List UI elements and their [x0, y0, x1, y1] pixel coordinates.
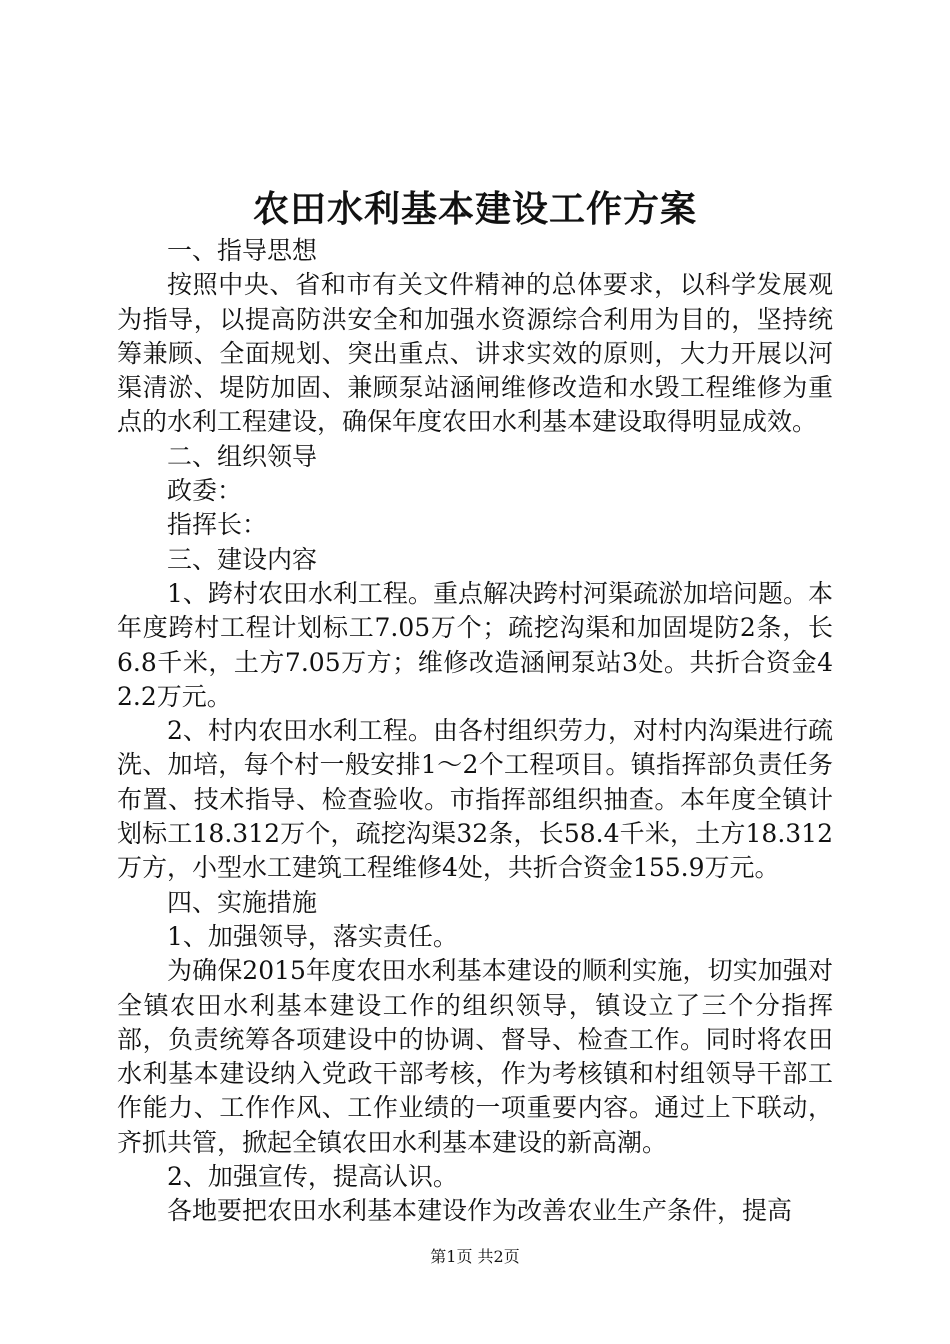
page-number-footer: 第1页 共2页 [430, 1247, 520, 1266]
paragraph-guiding-ideology: 按照中央、省和市有关文件精神的总体要求，以科学发展观为指导，以提高防洪安全和加强水资源综合利用为目的，坚持统筹兼顾、全面规划、突出重点、讲求实效的原则，大力开展以河渠清淤、堤防加固、兼顾泵站涵闸维修改造和水毁工程维修为重点的水利工程建设，确保年度农田水利基本建设取得明显成效。 [117, 270, 833, 437]
document-title: 农田水利基本建设工作方案 [252, 188, 697, 230]
section-heading-implementation-measures: 四、实施措施 [167, 887, 318, 917]
section-heading-construction-content: 三、建设内容 [167, 544, 318, 574]
document-body [117, 234, 833, 1229]
subheading-strengthen-leadership: 1、加强领导，落实责任。 [167, 921, 458, 951]
section-heading-organization: 二、组织领导 [167, 441, 318, 471]
paragraph-strengthen-publicity: 各地要把农田水利基本建设作为改善农业生产条件，提高 [167, 1196, 793, 1226]
subheading-strengthen-publicity: 2、加强宣传，提高认识。 [167, 1162, 458, 1192]
paragraph-cross-village-project: 1、跨村农田水利工程。重点解决跨村河渠疏淤加培问题。本年度跨村工程计划标工7.05万个；疏挖沟渠和加固堤防2条，长6.8千米，土方7.05万方；维修改造涵闸泵站3处。共折合资金42.2万元。 [117, 578, 833, 711]
field-political-commissar: 政委： [167, 476, 243, 506]
paragraph-strengthen-leadership: 为确保2015年度农田水利基本建设的顺利实施，切实加强对全镇农田水利基本建设工作的组织领导，镇设立了三个分指挥部，负责统筹各项建设中的协调、督导、检查工作。同时将农田水利基本建设纳入党政干部考核，作为考核镇和村组领导干部工作能力、工作作风、工作业绩的一项重要内容。通过上下联动，齐抓共管，掀起全镇农田水利基本建设的新高潮。 [117, 956, 833, 1157]
paragraph-in-village-project: 2、村内农田水利工程。由各村组织劳力，对村内沟渠进行疏洗、加培，每个村一般安排1～2个工程项目。镇指挥部负责任务布置、技术指导、检查验收。市指挥部组织抽查。本年度全镇计划标工18.312万个，疏挖沟渠32条，长58.4千米，土方18.312万方，小型水工建筑工程维修4处，共折合资金155.9万元。 [117, 716, 833, 883]
section-heading-guiding-ideology: 一、指导思想 [167, 236, 318, 265]
field-commander: 指挥长： [167, 510, 268, 540]
